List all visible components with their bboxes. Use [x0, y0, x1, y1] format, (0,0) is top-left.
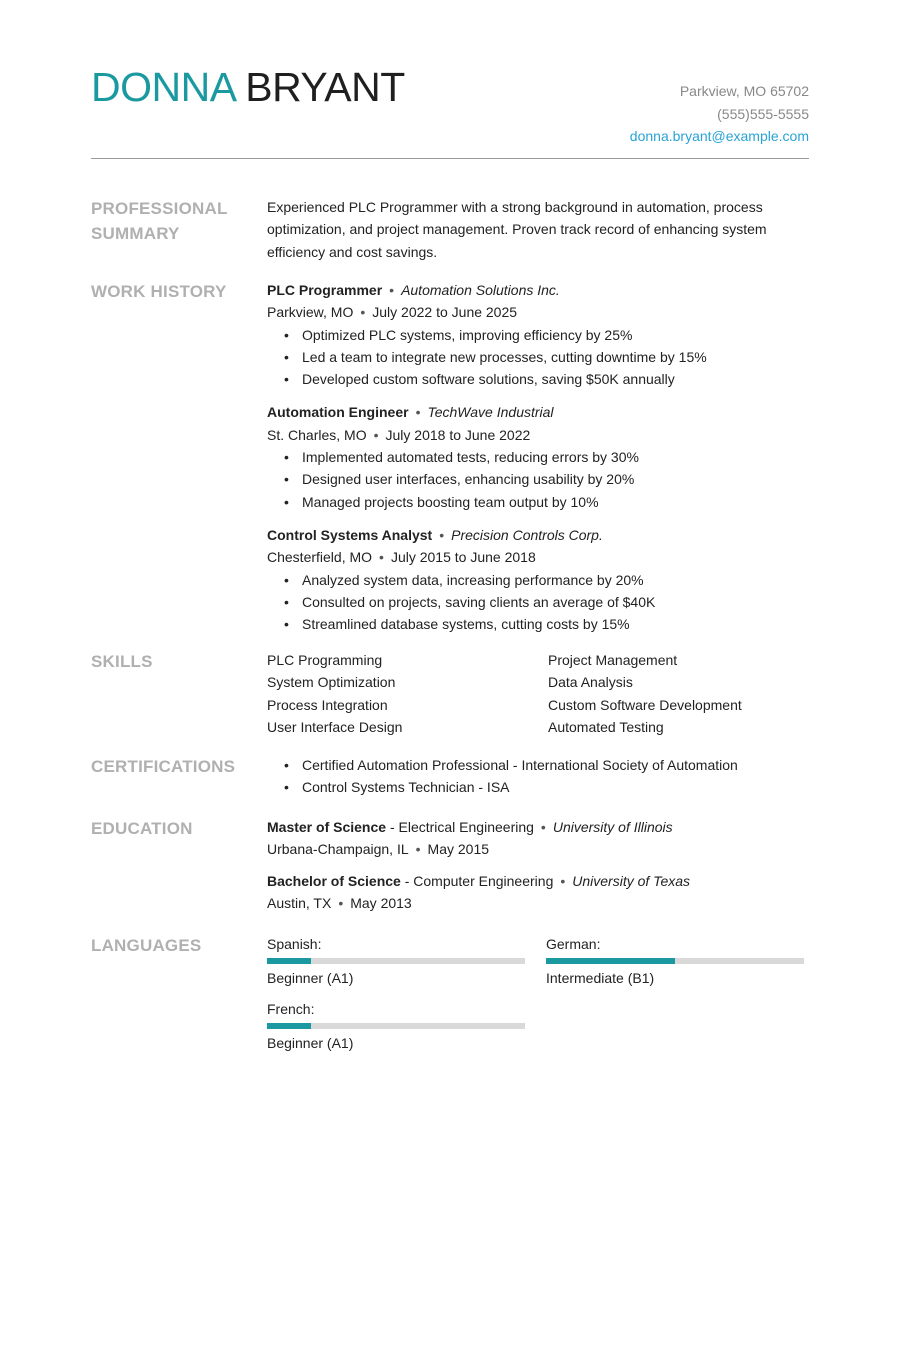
job-bullet: • Led a team to integrate new processes, cutting downtime by 15% [284, 346, 809, 368]
languages-list [267, 933, 809, 1054]
separator: • [360, 304, 366, 321]
section-heading: SKILLS [91, 652, 153, 671]
language-proficiency-bar [267, 1023, 525, 1029]
separator: • [389, 282, 395, 298]
skill-item: Custom Software Development [548, 696, 742, 713]
field-of-study: - Computer Engineering [400, 872, 554, 889]
language-name: German: [546, 936, 601, 952]
school-location: Urbana-Champaign, IL [267, 841, 409, 858]
job-entry [267, 279, 809, 390]
contact-info [630, 80, 809, 148]
job-title: Automation Engineer [267, 404, 409, 421]
summary-text: Experienced PLC Programmer with a strong background in automation, process optimization, and project management. Proven track record of enhancing system efficiency and cost savings. [267, 199, 767, 260]
job-title: Control Systems Analyst [267, 526, 433, 543]
header-divider [91, 158, 809, 159]
certification-list [267, 754, 809, 799]
job-company: Precision Controls Corp. [451, 526, 603, 543]
separator: • [540, 819, 546, 835]
last-name: BRYANT [245, 64, 405, 110]
job-bullet: • Analyzed system data, increasing performance by 20% [284, 569, 809, 591]
skill-item: Project Management [548, 652, 678, 668]
job-bullet: • Managed projects boosting team output by 10% [284, 491, 809, 513]
contact-email[interactable]: donna.bryant@example.com [629, 128, 809, 144]
school-name: University of Texas [572, 872, 691, 889]
education-entry [267, 816, 809, 861]
certification-item: • Control Systems Technician - ISA [284, 776, 809, 798]
language-level: Intermediate (B1) [546, 970, 655, 986]
job-bullet: • Consulted on projects, saving clients an average of $40K [284, 591, 809, 613]
language-proficiency-bar [546, 958, 804, 964]
job-company: TechWave Industrial [427, 404, 554, 421]
job-bullets [267, 324, 809, 391]
school-location: Austin, TX [267, 894, 332, 911]
contact-location: Parkview, MO 65702 [679, 83, 809, 99]
job-dates: July 2015 to June 2018 [390, 549, 536, 566]
certifications-body [267, 754, 809, 799]
degree: Bachelor of Science [267, 872, 401, 889]
job-dates: July 2022 to June 2025 [372, 304, 518, 321]
separator: • [373, 426, 379, 443]
field-of-study: - Electrical Engineering [386, 819, 534, 835]
language-proficiency-fill [267, 958, 311, 964]
language-proficiency-fill [267, 1023, 311, 1029]
section-heading: EDUCATION [91, 819, 193, 838]
job-bullet: • Designed user interfaces, enhancing usability by 20% [284, 468, 809, 490]
job-bullets [267, 569, 809, 636]
skill-item: PLC Programming [267, 652, 383, 668]
job-bullet: • Developed custom software solutions, saving $50K annually [284, 368, 809, 390]
language-level: Beginner (A1) [267, 1035, 354, 1051]
job-location: Parkview, MO [267, 304, 354, 321]
skill-item: Data Analysis [548, 674, 633, 691]
certification-item: • Certified Automation Professional - International Society of Automation [284, 754, 809, 776]
school-name: University of Illinois [552, 819, 673, 835]
separator: • [560, 872, 566, 889]
skill-item: User Interface Design [267, 718, 403, 735]
skills-list [267, 649, 809, 738]
job-location: St. Charles, MO [267, 426, 367, 443]
job-entry [267, 524, 809, 635]
job-location: Chesterfield, MO [267, 549, 373, 566]
resume-header [91, 64, 809, 160]
section-heading: PROFESSIONAL SUMMARY [91, 199, 228, 243]
contact-phone: (555)555-5555 [717, 105, 809, 122]
language-level: Beginner (A1) [267, 970, 354, 986]
language-proficiency-fill [546, 958, 675, 964]
separator: • [379, 549, 384, 566]
job-entry [267, 401, 809, 512]
language-proficiency-bar [267, 958, 525, 964]
graduation-date: May 2015 [427, 841, 490, 858]
separator: • [338, 894, 344, 911]
section-heading: CERTIFICATIONS [91, 757, 236, 776]
separator: • [439, 526, 445, 543]
work-history-body [267, 279, 809, 646]
education-body [267, 816, 809, 923]
separator: • [415, 404, 421, 421]
language-name: Spanish: [267, 936, 322, 952]
language-name: French: [267, 1001, 315, 1017]
first-name: DONNA [91, 64, 235, 110]
section-heading: LANGUAGES [91, 936, 202, 955]
skill-item: Automated Testing [548, 718, 664, 735]
education-entry [267, 870, 809, 915]
language-item [267, 998, 546, 1054]
job-bullet: • Streamlined database systems, cutting costs by 15% [284, 613, 809, 635]
job-bullet: • Implemented automated tests, reducing errors by 30% [284, 446, 809, 468]
skill-item: System Optimization [267, 674, 396, 691]
section-heading: WORK HISTORY [91, 282, 227, 301]
candidate-name [91, 64, 405, 110]
job-company: Automation Solutions Inc. [401, 282, 560, 298]
separator: • [415, 841, 421, 858]
language-item [546, 933, 809, 989]
job-bullets [267, 446, 809, 513]
skill-item: Process Integration [267, 696, 388, 713]
job-dates: July 2018 to June 2022 [385, 426, 531, 443]
language-item [267, 933, 546, 989]
job-bullet: • Optimized PLC systems, improving efficiency by 25% [284, 324, 809, 346]
degree: Master of Science [267, 819, 387, 835]
job-title: PLC Programmer [267, 282, 383, 298]
graduation-date: May 2013 [350, 894, 412, 911]
